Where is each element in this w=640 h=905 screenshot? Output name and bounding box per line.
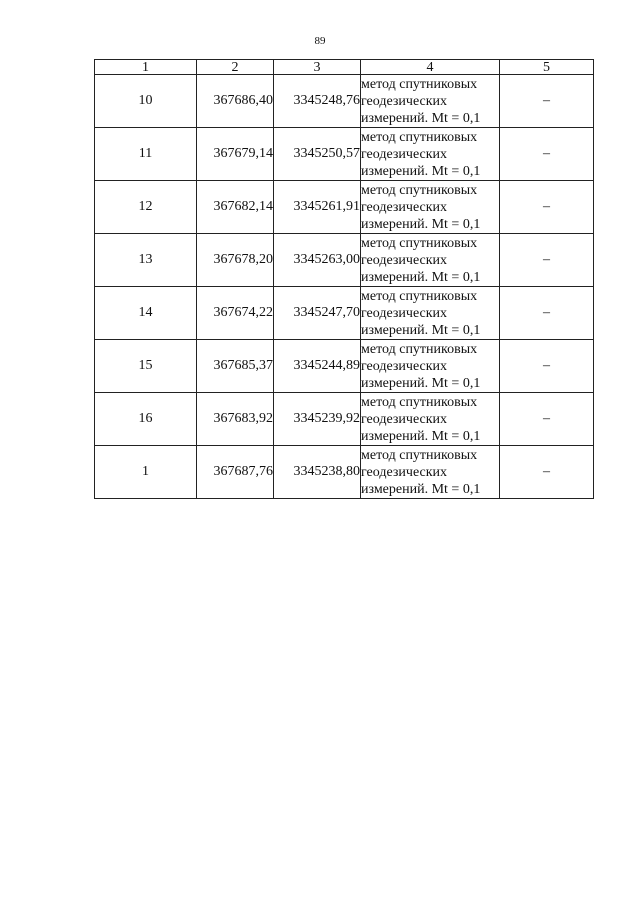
note-cell: –: [500, 340, 594, 393]
method-line: геодезических: [361, 93, 448, 109]
method-line: измерений. Mt = 0,1: [361, 269, 481, 285]
note-cell: –: [500, 128, 594, 181]
coordinate-y-cell: 3345261,91: [274, 181, 361, 234]
method-line: измерений. Mt = 0,1: [361, 110, 481, 126]
coordinate-x-cell: 367682,14: [197, 181, 274, 234]
method-line: измерений. Mt = 0,1: [361, 322, 481, 338]
coordinate-x-cell: 367686,40: [197, 75, 274, 128]
method-line: геодезических: [361, 358, 448, 374]
method-line: геодезических: [361, 252, 448, 268]
point-number-cell: 1: [95, 446, 197, 499]
method-line: геодезических: [361, 411, 448, 427]
point-number-cell: 14: [95, 287, 197, 340]
table-row: [95, 446, 594, 499]
coordinate-y-cell: 3345248,76: [274, 75, 361, 128]
table-row: [95, 181, 594, 234]
point-number-cell: 12: [95, 181, 197, 234]
method-line: метод спутниковых: [361, 394, 478, 410]
method-line: измерений. Mt = 0,1: [361, 216, 481, 232]
point-number-cell: 13: [95, 234, 197, 287]
note-cell: –: [500, 181, 594, 234]
method-line: геодезических: [361, 305, 448, 321]
method-line: метод спутниковых: [361, 129, 478, 145]
table-row: [95, 393, 594, 446]
note-cell: –: [500, 75, 594, 128]
coordinates-table: [94, 59, 594, 499]
point-number-cell: 16: [95, 393, 197, 446]
header-col-1: 1: [95, 60, 197, 75]
method-cell: [361, 287, 500, 340]
method-cell: [361, 446, 500, 499]
coordinate-y-cell: 3345263,00: [274, 234, 361, 287]
method-line: измерений. Mt = 0,1: [361, 163, 481, 179]
coordinate-x-cell: 367683,92: [197, 393, 274, 446]
method-line: метод спутниковых: [361, 76, 478, 92]
header-col-3: 3: [274, 60, 361, 75]
table-row: [95, 128, 594, 181]
table-header-row: [95, 60, 594, 75]
method-line: метод спутниковых: [361, 447, 478, 463]
method-line: геодезических: [361, 199, 448, 215]
point-number-cell: 10: [95, 75, 197, 128]
method-line: измерений. Mt = 0,1: [361, 428, 481, 444]
table-row: [95, 287, 594, 340]
method-line: метод спутниковых: [361, 288, 478, 304]
note-cell: –: [500, 234, 594, 287]
coordinate-y-cell: 3345250,57: [274, 128, 361, 181]
point-number-cell: 15: [95, 340, 197, 393]
header-col-4: 4: [361, 60, 500, 75]
coordinate-x-cell: 367679,14: [197, 128, 274, 181]
method-cell: [361, 128, 500, 181]
method-line: геодезических: [361, 146, 448, 162]
page-number: 89: [314, 35, 326, 47]
method-line: измерений. Mt = 0,1: [361, 481, 481, 497]
note-cell: –: [500, 287, 594, 340]
point-number-cell: 11: [95, 128, 197, 181]
method-cell: [361, 75, 500, 128]
table-row: [95, 75, 594, 128]
note-cell: –: [500, 446, 594, 499]
method-line: метод спутниковых: [361, 341, 478, 357]
method-line: измерений. Mt = 0,1: [361, 375, 481, 391]
header-col-5: 5: [500, 60, 594, 75]
table-body: [95, 75, 594, 499]
coordinate-y-cell: 3345244,89: [274, 340, 361, 393]
coordinate-x-cell: 367685,37: [197, 340, 274, 393]
method-line: метод спутниковых: [361, 235, 478, 251]
coordinate-y-cell: 3345239,92: [274, 393, 361, 446]
coordinate-y-cell: 3345247,70: [274, 287, 361, 340]
header-col-2: 2: [197, 60, 274, 75]
method-line: геодезических: [361, 464, 448, 480]
coordinate-x-cell: 367674,22: [197, 287, 274, 340]
table-row: [95, 234, 594, 287]
coordinate-x-cell: 367687,76: [197, 446, 274, 499]
method-cell: [361, 393, 500, 446]
method-line: метод спутниковых: [361, 182, 478, 198]
method-cell: [361, 181, 500, 234]
method-cell: [361, 234, 500, 287]
method-cell: [361, 340, 500, 393]
note-cell: –: [500, 393, 594, 446]
coordinate-y-cell: 3345238,80: [274, 446, 361, 499]
coordinate-x-cell: 367678,20: [197, 234, 274, 287]
table-row: [95, 340, 594, 393]
